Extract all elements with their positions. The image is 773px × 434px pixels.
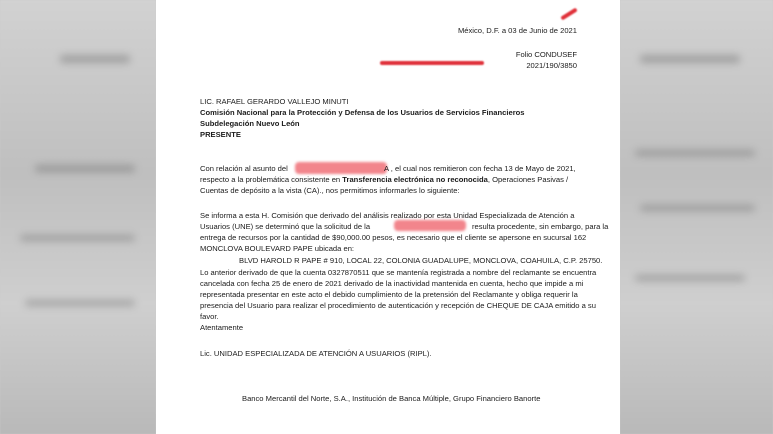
paragraph-2-line-1: Se informa a esta H. Comisión que derivado del análisis realizado por esta Unidad Especializada de Atención a: [200, 211, 575, 220]
blurred-text-fragment: [640, 205, 755, 211]
redaction-mark: [394, 220, 466, 231]
branch-address: BLVD HAROLD R PAPE # 910, LOCAL 22, COLONIA GUADALUPE, MONCLOVA, COAHUILA, C.P. 25750.: [239, 256, 603, 265]
paragraph-2-line-2b: resulta procedente, sin embargo, para la: [472, 222, 609, 231]
folio-number: 2021/190/3850: [526, 61, 577, 70]
recipient-subdelegation: Subdelegación Nuevo León: [200, 119, 300, 128]
blurred-text-fragment: [640, 55, 740, 63]
paragraph-1-line-3: Cuentas de depósito a la vista (CA)., nos permitimos informarles lo siguiente:: [200, 186, 460, 195]
recipient-organization: Comisión Nacional para la Protección y Defensa de los Usuarios de Servicios Financieros: [200, 108, 525, 117]
blurred-text-fragment: [20, 235, 135, 241]
paragraph-3-line-3: representada presentar en este acto el debido cumplimiento de la pretensión del Reclamante y obliga requerir la: [200, 290, 578, 299]
blurred-text-fragment: [35, 165, 135, 172]
blurred-text-fragment: [635, 150, 755, 156]
blurred-text-fragment: [635, 275, 745, 281]
folio-label: Folio CONDUSEF: [515, 50, 577, 59]
signer: Lic. UNIDAD ESPECIALIZADA DE ATENCIÓN A USUARIOS (RIPL).: [200, 349, 432, 358]
paragraph-1-line-2a: respecto a la problemática consistente en: [200, 175, 341, 184]
paragraph-1-line-2b: , Operaciones Pasivas /: [487, 175, 569, 184]
paragraph-3-line-1: Lo anterior derivado de que la cuenta 0327870511 que se mantenía registrada a nombre del reclamante se encuentra: [200, 268, 597, 277]
blurred-text-fragment: [60, 55, 130, 63]
paragraph-2-line-3: entrega de recursos por la cantidad de $90,000.00 pesos, es necesario que el cliente se apersone en sucursal 162: [200, 233, 587, 242]
paragraph-1-line-1b: A , el cual nos remitieron con fecha 13 de Mayo de 2021,: [384, 164, 576, 173]
complaint-type: Transferencia electrónica no reconocida: [342, 175, 488, 184]
recipient-name: LIC. RAFAEL GERARDO VALLEJO MINUTI: [200, 97, 349, 106]
red-scribble-mark: [380, 61, 484, 65]
paragraph-2-line-2a: Usuarios (UNE) se determinó que la solicitud de la: [200, 222, 371, 231]
redaction-mark: [295, 162, 387, 174]
letter-footer: Banco Mercantil del Norte, S.A., Institución de Banca Múltiple, Grupo Financiero Banorte: [242, 394, 541, 403]
blurred-background-right: [620, 0, 773, 434]
red-scribble-mark: [560, 8, 577, 21]
closing: Atentamente: [200, 323, 244, 332]
blurred-background-left: [0, 0, 156, 434]
recipient-present: PRESENTE: [200, 130, 241, 139]
paragraph-2-line-4: MONCLOVA BOULEVARD PAPE ubicada en:: [200, 244, 355, 253]
paragraph-3-line-4: presencia del Usuario para realizar el procedimiento de autenticación y recepción de CHEQUE DE CAJA emitido a su: [200, 301, 596, 310]
paragraph-1-line-1a: Con relación al asunto del: [200, 164, 288, 173]
letter-page: [156, 0, 620, 434]
paragraph-3-line-2: cancelada con fecha 25 de enero de 2021 derivado de la inactividad mantenida en cuenta, hecho que impide a mi: [200, 279, 584, 288]
place-date: México, D.F. a 03 de Junio de 2021: [457, 26, 577, 35]
blurred-text-fragment: [25, 300, 135, 306]
paragraph-3-line-5: favor.: [200, 312, 219, 321]
